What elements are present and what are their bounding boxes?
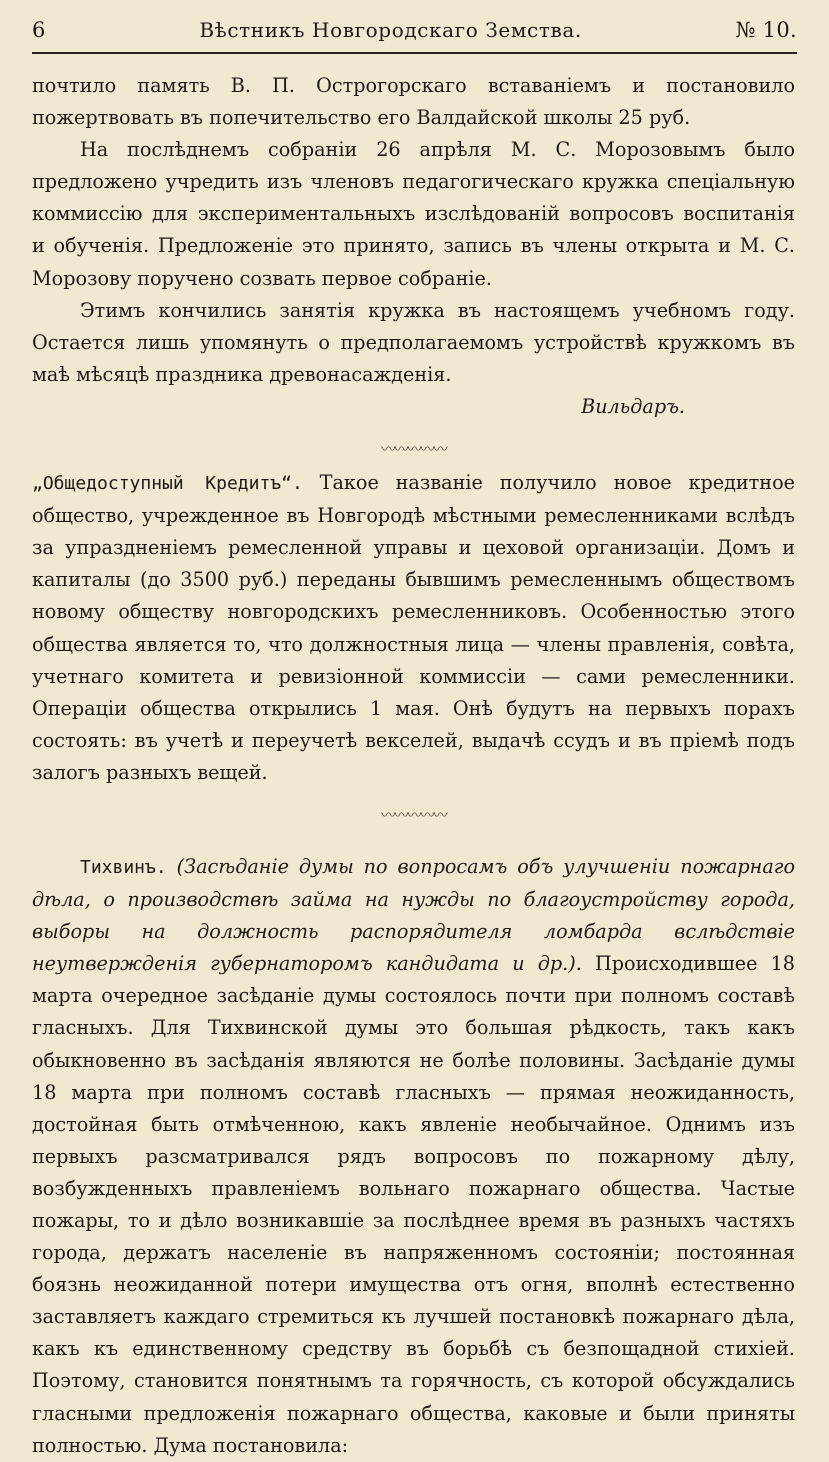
section-ornament-2: 〰〰〰〰〰: [380, 805, 446, 824]
header-rule: [32, 52, 797, 54]
intro-paragraph-1: почтило память В. П. Острогорскаго вставаніемъ и постановило пожертвовать въ попечительство его Валдайской школы 25 руб.: [32, 74, 795, 130]
tikhvin-subtitle: (Засѣданіе думы по вопросамъ объ улучшеніи пожарнаго дѣла, о производствѣ займа на нужды по благоустройству города, выборы на должность распорядителя ломбарда вслѣдствіе неутвержденія губернаторомъ кандидата и др.).: [32, 854, 796, 976]
tikhvin-article: [32, 851, 795, 1462]
tikhvin-body: Происходившее 18 марта очередное засѣданіе думы состоялось почти при полномъ составѣ гласныхъ. Для Тихвинской думы это большая рѣдкость, такъ какъ обыкновенно въ засѣданія являются не болѣе половины. Засѣданіе думы 18 марта при полномъ составѣ гласныхъ — прямая неожиданность, достойная быть отмѣченною, какъ явленіе необычайное. Однимъ изъ первыхъ разсматривался рядъ вопросовъ по пожарному дѣлу, возбужденныхъ правленіемъ вольнаго пожарнаго общества. Частые пожары, то и дѣло возникавшіе за послѣднее время въ разныхъ частяхъ города, держатъ населеніе въ напряженномъ состояніи; постоянная боязнь неожиданной потери имущества отъ огня, вполнѣ естественно заставляетъ каждаго стремиться къ лучшей постановкѣ пожарнаго дѣла, какъ къ единственному средству въ борьбѣ съ безпощадной стихіей. Поэтому, становится понятнымъ та горячность, съ которой обсуждались гласными предложенія пожарнаго общества, каковые и были приняты полностью. Дума постановила:: [32, 952, 795, 1457]
spacer: [32, 833, 795, 851]
page-number: 6: [32, 18, 46, 42]
page-header: [32, 18, 797, 52]
section-ornament-1: 〰〰〰〰〰: [380, 440, 446, 459]
issue-number: № 10.: [735, 18, 797, 42]
signature: Вильдаръ.: [581, 394, 685, 418]
credit-title: „Общедоступный Кредитъ“.: [32, 473, 303, 495]
credit-article: [32, 467, 795, 789]
journal-title: Вѣстникъ Новгородскаго Земства.: [199, 18, 582, 42]
intro-paragraph-3: Этимъ кончились занятія кружка въ настоящемъ учебномъ году. Остается лишь упомянуть о предполагаемомъ устройствѣ кружкомъ въ маѣ мѣсяцѣ праздника древонасажденія.: [32, 298, 795, 386]
tikhvin-title: Тихвинъ.: [80, 856, 167, 878]
intro-paragraph-2: На послѣднемъ собраніи 26 апрѣля М. С. Морозовымъ было предложено учредить изъ членовъ педагогическаго кружка спеціальную коммиссію для экспериментальныхъ изслѣдованій вопросовъ воспитанія и обученія. Предложеніе это принято, запись въ члены открыта и М. С. Морозову поручено созвать первое собраніе.: [32, 138, 795, 290]
credit-body: Такое названіе получило новое кредитное общество, учрежденное въ Новгородѣ мѣстными ремесленниками вслѣдъ за упраздненіемъ ремесленной управы и цеховой организаціи. Домъ и капиталы (до 3500 руб.) переданы бывшимъ ремесленнымъ обществомъ новому обществу новгородскихъ ремесленниковъ. Особенностью этого общества является то, что должностныя лица — члены правленія, совѣта, учетнаго комитета и ревизіонной коммиссіи — сами ремесленники. Операціи общества открылись 1 мая. Онѣ будутъ на первыхъ порахъ состоять: въ учетѣ и переучетѣ векселей, выдачѣ ссудъ и въ пріемѣ подъ залогъ разныхъ вещей.: [32, 471, 795, 784]
page-content: [32, 70, 795, 1462]
